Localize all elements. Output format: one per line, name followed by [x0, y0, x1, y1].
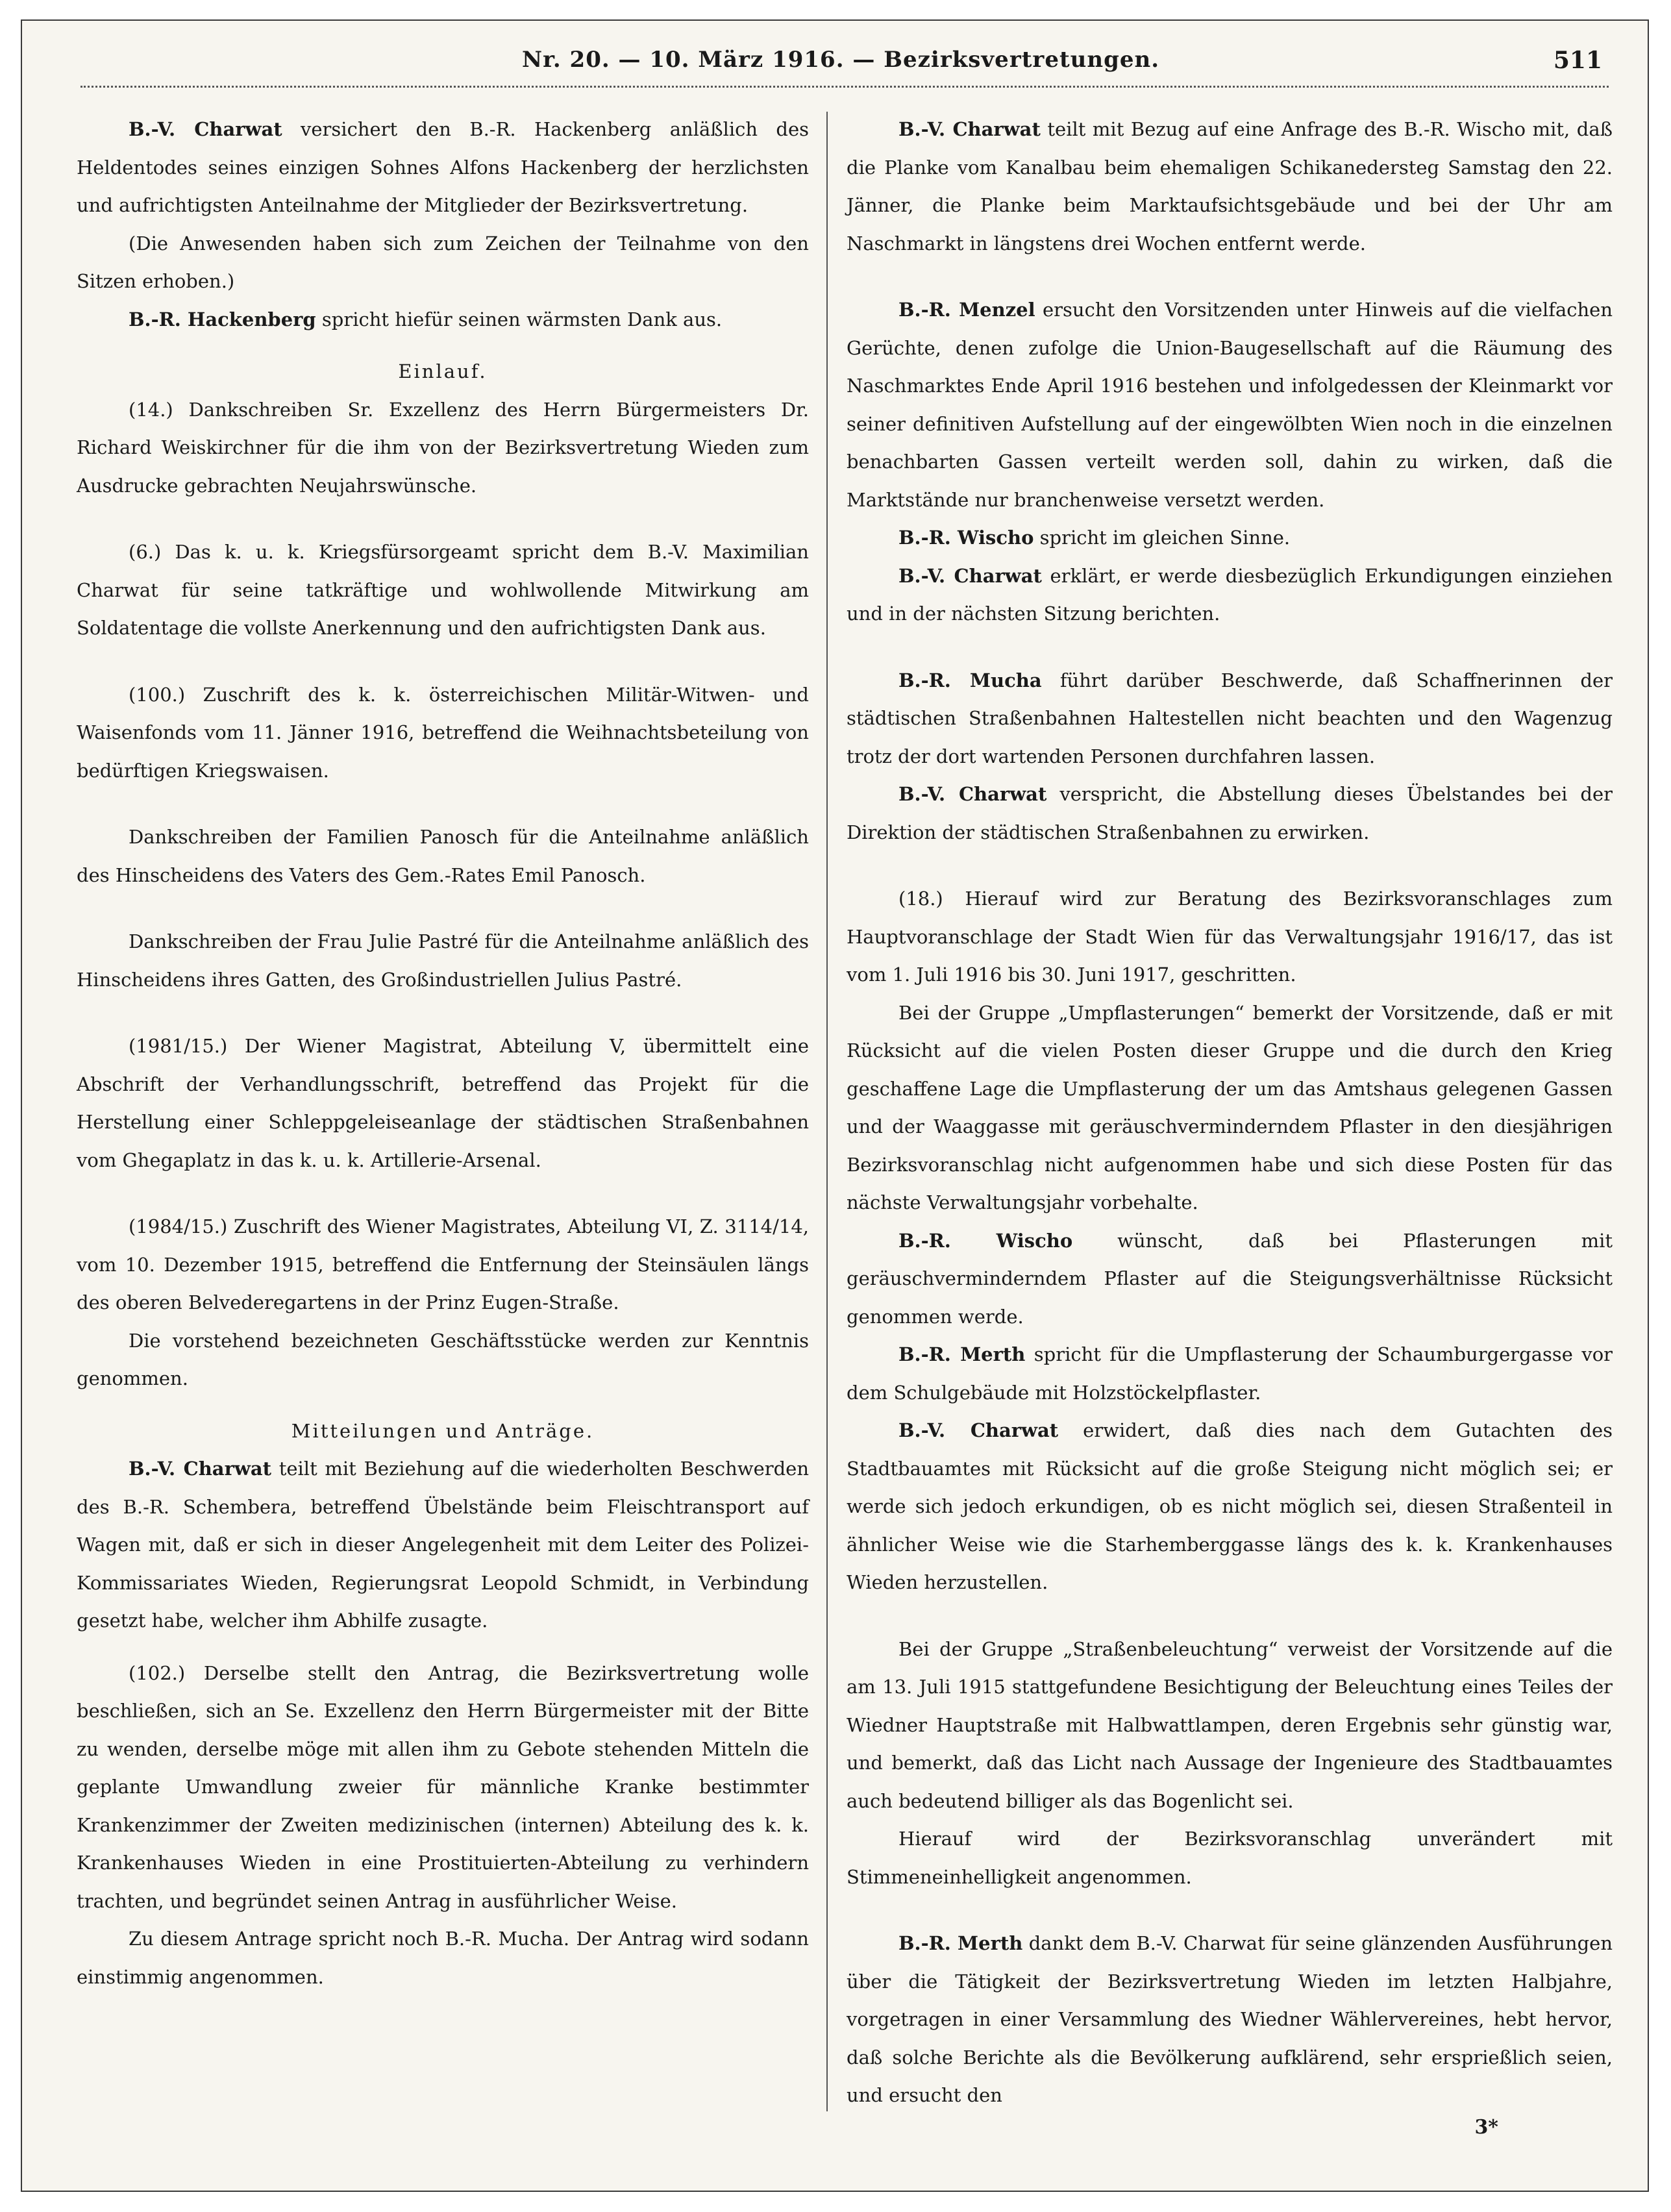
paragraph: [77, 225, 809, 301]
paragraph: [847, 880, 1613, 994]
paragraph-text: spricht für die Umpflasterung der Schaumburgergasse vor dem Schulgebäude mit Holzstöckelpflaster.: [847, 1343, 1613, 1404]
section-heading: Mitteilungen und Anträge.: [291, 1419, 595, 1442]
paragraph: [847, 557, 1613, 633]
paragraph-text: (6.) Das k. u. k. Kriegsfürsorgeamt spricht dem B.-V. Maximilian Charwat für seine tatkräftige und wohlwollende Mitwirkung am Soldatentage die vollste Anerkennung und den aufrichtigsten Dank aus.: [77, 541, 809, 639]
paragraph: [77, 1920, 809, 1996]
paragraph-text: Bei der Gruppe „Straßenbeleuchtung“ verweist der Vorsitzende auf die am 13. Juli 1915 stattgefundene Besichtigung der Beleuchtung eines Teiles der Wiedner Hauptstraße mit Halbwattlampen, deren Ergebnis sehr günstig war, und bemerkt, daß das Licht nach Aussage der Ingenieure des Stadtbauamtes auch bedeutend billiger als das Bogenlicht sei.: [847, 1637, 1613, 1812]
speaker-name: B.-V. Charwat: [129, 1458, 272, 1480]
paragraph-text: ersucht den Vorsitzenden unter Hinweis auf die vielfachen Gerüchte, denen zufolge die Union-Baugesellschaft auf die Räumung des Naschmarktes Ende April 1916 bestehen und infolgedessen der Kleinmarkt vor seiner definitiven Aufstellung auf der eingewölbten Wien noch in die einzelnen benachbarten Gassen verteilt werden soll, dahin zu wirken, daß die Marktstände nur branchenweise versetzt werden.: [847, 299, 1613, 511]
paragraph-text: versichert den B.-R. Hackenberg anläßlich des Heldentodes seines einzigen Sohnes Alfons Hackenberg der herzlichsten und aufrichtigsten Anteilnahme der Mitglieder der Bezirksvertretung.: [77, 118, 810, 216]
page-number: 511: [1553, 47, 1602, 74]
paragraph: [847, 662, 1613, 776]
paragraph: [77, 818, 809, 894]
issue-line: Nr. 20. — 10. März 1916. — Bezirksvertretungen.: [522, 47, 1160, 73]
paragraph: [77, 923, 809, 999]
paragraph: [77, 110, 809, 225]
paragraph-text: Die vorstehend bezeichneten Geschäftsstücke werden zur Kenntnis genommen.: [77, 1329, 809, 1389]
paragraph: [77, 533, 809, 647]
paragraph: [847, 1411, 1613, 1602]
paragraph: [77, 1322, 809, 1398]
speaker-name: B.-R. Wischo: [898, 1229, 1073, 1252]
paragraph-text: (Die Anwesenden haben sich zum Zeichen der Teilnahme von den Sitzen erhoben.): [77, 232, 809, 292]
speaker-name: B.-V. Charwat: [898, 118, 1041, 140]
speaker-name: B.-V. Charwat: [898, 564, 1042, 587]
paragraph-text: führt darüber Beschwerde, daß Schaffnerinnen der städtischen Straßenbahnen Haltestellen nicht beachten und den Wagenzug trotz der dort wartenden Personen durchfahren lassen.: [847, 669, 1613, 767]
paragraph: [77, 391, 809, 505]
header-rule: [80, 86, 1609, 88]
paragraph-text: (100.) Zuschrift des k. k. österreichischen Militär-Witwen- und Waisenfonds vom 11. Jänner 1916, betreffend die Weihnachtsbeteilung von bedürftigen Kriegswaisen.: [77, 683, 809, 782]
paragraph-text: dankt dem B.-V. Charwat für seine glänzenden Ausführungen über die Tätigkeit der Bezirksvertretung Wieden im letzten Halbjahre, vorgetragen in einer Versammlung des Wiedner Wählervereines, hebt hervor, daß solche Berichte als die Bevölkerung aufklärend, sehr ersprießlich seien, und ersucht den: [847, 1932, 1613, 2106]
signature-mark: 3*: [1474, 2116, 1498, 2139]
left-column: [77, 110, 809, 1996]
paragraph: [77, 1450, 809, 1640]
paragraph-text: Hierauf wird der Bezirksvoranschlag unverändert mit Stimmeneinhelligkeit angenommen.: [847, 1828, 1613, 1888]
paragraph-text: erwidert, daß dies nach dem Gutachten des Stadtbauamtes mit Rücksicht auf die große Steigung nicht möglich sei; er werde sich jedoch erkundigen, ob es nicht möglich sei, diesen Straßenteil in ähnlicher Weise wie die Starhemberggasse längs des k. k. Krankenhauses Wieden herzustellen.: [847, 1419, 1613, 1593]
paragraph: [77, 1208, 809, 1322]
paragraph-text: (14.) Dankschreiben Sr. Exzellenz des Herrn Bürgermeisters Dr. Richard Weiskirchner für die ihm von der Bezirksvertretung Wieden zum Ausdrucke gebrachten Neujahrswünsche.: [77, 398, 809, 497]
speaker-name: B.-R. Merth: [898, 1343, 1026, 1365]
paragraph: [77, 1027, 809, 1179]
speaker-name: B.-R. Menzel: [898, 299, 1035, 321]
speaker-name: B.-V. Charwat: [898, 1419, 1059, 1441]
paragraph-text: Zu diesem Antrage spricht noch B.-R. Mucha. Der Antrag wird sodann einstimmig angenommen.: [77, 1928, 809, 1988]
speaker-name: B.-R. Hackenberg: [129, 308, 316, 330]
paragraph: [847, 775, 1613, 851]
paragraph-text: spricht im gleichen Sinne.: [1039, 527, 1291, 549]
paragraph-text: teilt mit Bezug auf eine Anfrage des B.-R. Wischo mit, daß die Planke vom Kanalbau beim ehemaligen Schikanedersteg Samstag den 22. Jänner, die Planke beim Marktaufsichtsgebäude und bei der Uhr am Naschmarkt in längstens drei Wochen entfernt werde.: [847, 118, 1613, 255]
paragraph-text: erklärt, er werde diesbezüglich Erkundigungen einziehen und in der nächsten Sitzung berichten.: [847, 564, 1613, 625]
speaker-name: B.-V. Charwat: [898, 783, 1047, 805]
page-header: [22, 21, 1648, 92]
speaker-name: B.-R. Merth: [898, 1932, 1023, 1954]
speaker-name: B.-V. Charwat: [129, 118, 282, 140]
paragraph-text: (1984/15.) Zuschrift des Wiener Magistrates, Abteilung VI, Z. 3114/14, vom 10. Dezember 1915, betreffend die Entfernung der Steinsäulen längs des oberen Belvederegartens in der Prinz Eugen-Straße.: [77, 1215, 809, 1313]
speaker-name: B.-R. Wischo: [898, 527, 1034, 549]
paragraph-text: Bei der Gruppe „Umpflasterungen“ bemerkt der Vorsitzende, daß er mit Rücksicht auf die vielen Posten dieser Gruppe und die durch den Krieg geschaffene Lage die Umpflasterung der um das Amtshaus gelegenen Gassen und der Waaggasse mit geräuschverminderndem Pflaster in den diesjährigen Bezirksvoranschlag nicht aufgenommen habe und sich diese Posten für das nächste Verwaltungsjahr vorbehalte.: [847, 1001, 1613, 1213]
paragraph: [847, 1630, 1613, 1821]
paragraph-text: verspricht, die Abstellung dieses Übelstandes bei der Direktion der städtischen Straßenbahnen zu erwirken.: [847, 783, 1613, 843]
paragraph: [847, 519, 1613, 557]
paragraph-text: (1981/15.) Der Wiener Magistrat, Abteilung V, übermittelt eine Abschrift der Verhandlungsschrift, betreffend das Projekt für die Herstellung einer Schleppgeleiseanlage der städtischen Straßenbahnen vom Ghegaplatz in das k. u. k. Artillerie-Arsenal.: [77, 1035, 809, 1171]
paragraph: [847, 1820, 1613, 1896]
paragraph: [77, 301, 809, 339]
speaker-name: B.-R. Mucha: [898, 669, 1042, 691]
paragraph: [847, 994, 1613, 1222]
paragraph: [847, 1924, 1613, 2115]
paragraph: [847, 110, 1613, 262]
paragraph: [847, 1222, 1613, 1336]
paragraph: [77, 1654, 809, 1920]
right-column: [847, 110, 1613, 2115]
paragraph-text: Dankschreiben der Frau Julie Pastré für die Anteilnahme anläßlich des Hinscheidens ihres Gatten, des Großindustriellen Julius Pastré.: [77, 930, 809, 991]
paragraph-text: Dankschreiben der Familien Panosch für die Anteilnahme anläßlich des Hinscheidens des Vaters des Gem.-Rates Emil Panosch.: [77, 826, 809, 886]
column-divider: [826, 112, 828, 2111]
paragraph: [847, 1336, 1613, 1411]
paragraph-text: (18.) Hierauf wird zur Beratung des Bezirksvoranschlages zum Hauptvoranschlage der Stadt Wien für das Verwaltungsjahr 1916/17, das ist vom 1. Juli 1916 bis 30. Juni 1917, geschritten.: [847, 888, 1613, 986]
paragraph-text: wünscht, daß bei Pflasterungen mit geräuschverminderndem Pflaster auf die Steigungsverhältnisse Rücksicht genommen werde.: [847, 1229, 1613, 1328]
paragraph: [77, 676, 809, 790]
paragraph-text: teilt mit Beziehung auf die wiederholten Beschwerden des B.-R. Schembera, betreffend Übelstände beim Fleischtransport auf Wagen mit, daß er sich in dieser Angelegenheit mit dem Leiter des Polizei-Kommissariates Wieden, Regierungsrat Leopold Schmidt, in Verbindung gesetzt habe, welcher ihm Abhilfe zusagte.: [77, 1458, 810, 1632]
newspaper-page: [21, 19, 1649, 2192]
paragraph-text: (102.) Derselbe stellt den Antrag, die Bezirksvertretung wolle beschließen, sich an Se. Exzellenz den Herrn Bürgermeister mit der Bitte zu wenden, derselbe möge mit allen ihm zu Gebote stehenden Mitteln die geplante Umwandlung zweier für männliche Kranke bestimmter Krankenzimmer der Zweiten medizinischen (internen) Abteilung des k. k. Krankenhauses Wieden in eine Prostituierten-Abteilung zu verhindern trachten, und begründet seinen Antrag in ausführlicher Weise.: [77, 1661, 809, 1912]
paragraph-text: spricht hiefür seinen wärmsten Dank aus.: [321, 308, 723, 330]
section-heading: Einlauf.: [398, 360, 488, 382]
paragraph: [847, 291, 1613, 519]
